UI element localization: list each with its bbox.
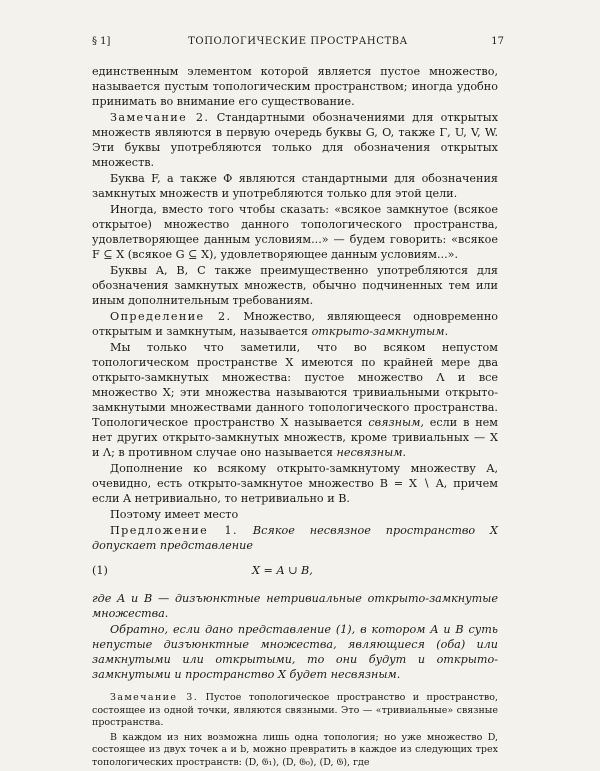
main-text xyxy=(92,64,498,771)
paragraph-notation: Иногда, вместо того чтобы сказать: «всякое замкнутое (всякое открытое) множество данного топологического пространства, удовлетворяющее данным условиям...» — будем говорить: «всякое F ⊆ X (всякое G ⊆ X), удовлетворяющее данным условиям...». xyxy=(92,203,498,261)
proposition-1-text: Всякое несвязное пространство X допускает представление xyxy=(92,524,498,552)
proposition-1-continuation: где A и B — дизъюнктные нетривиальные открыто-замкнутые множества. xyxy=(92,592,498,620)
page-number: 17 xyxy=(491,36,504,47)
definition-2 xyxy=(92,309,498,339)
formula-expression: X = A ∪ B, xyxy=(252,564,313,577)
paragraph-letters-abc: Буквы A, B, C также преимущественно употребляются для обозначения замкнутых множеств, обычно подчиненных тем или иным дополнительным требованиям. xyxy=(92,264,498,307)
paragraph-closed-sets: Буква F, а также Φ являются стандартными для обозначения замкнутых множеств и употребляются только для этой цели. xyxy=(92,172,498,200)
paragraph-connected-a: Мы только что заметили, что во всяком непустом топологическом пространстве X имеются по крайней мере два открыто-замкнутых множества: пустое множество Λ и все множество X; эти множества называются тривиальными открыто-замкнутыми множествами данного топологического пространства. Топологическое пространство X называется xyxy=(92,341,498,429)
definition-2-label: Определение 2. xyxy=(110,310,232,323)
proposition-1 xyxy=(92,523,498,553)
definition-2-text: Множество, являющееся одновременно открытым и замкнутым, называется xyxy=(92,310,499,338)
proposition-1-label: Предложение 1. xyxy=(110,524,238,537)
paragraph-connected xyxy=(92,340,498,460)
remark-2-label: Замечание 2. xyxy=(110,111,210,124)
running-title: ТОПОЛОГИЧЕСКИЕ ПРОСТРАНСТВА xyxy=(188,36,408,47)
remark-3-continued: В каждом из них возможна лишь одна топология; но уже множество D, состоящее из двух точек a и b, можно превратить в каждое из следующих трех топологических пространств: (D, 𝔊₁), (D, 𝔊₀), (D, 𝔊), где xyxy=(92,731,498,768)
remark-3-label: Замечание 3. xyxy=(110,692,199,703)
proposition-1-converse: Обратно, если дано представление (1), в котором A и B суть непустые дизъюнктные множества, являющиеся (оба) или замкнутыми или открытыми, то они будут и открыто-замкнутыми и пространство X будет несвязным. xyxy=(92,623,498,681)
paragraph-complement: Дополнение ко всякому открыто-замкнутому множеству A, очевидно, есть открыто-замкнутое множество B = X ∖ A, причем если A нетривиально, то нетривиально и B. xyxy=(92,462,498,505)
section-marker: § 1] xyxy=(92,36,111,47)
footnote-block xyxy=(92,692,498,769)
definition-2-term: открыто-замкнутым. xyxy=(311,325,449,338)
remark-2-text: Стандартными обозначениями для открытых множеств являются в первую очередь буквы G, O, также Γ, U, V, W. Эти буквы употребляются только для обозначения открытых множеств. xyxy=(92,111,499,169)
running-header xyxy=(92,36,504,52)
formula-number: (1) xyxy=(92,564,108,577)
paragraph-1: единственным элементом которой является пустое множество, называется пустым топологическим пространством; иногда удобно принимать во внимание его существование. xyxy=(92,65,498,108)
remark-3 xyxy=(92,692,498,730)
paragraph-connected-b: если в нем нет других открыто-замкнутых множеств, кроме тривиальных — X и Λ; в противном случае оно называется xyxy=(92,416,498,459)
paragraph-therefore: Поэтому имеет место xyxy=(110,508,239,521)
remark-3-text: Пустое топологическое пространство и пространство, состоящее из одной точки, являются связными. Это — «тривиальные» связные пространства. xyxy=(92,692,498,728)
term-disconnected: несвязным. xyxy=(336,446,407,459)
remark-2 xyxy=(92,110,498,170)
formula-1 xyxy=(92,557,498,585)
term-connected: связным, xyxy=(368,416,424,429)
